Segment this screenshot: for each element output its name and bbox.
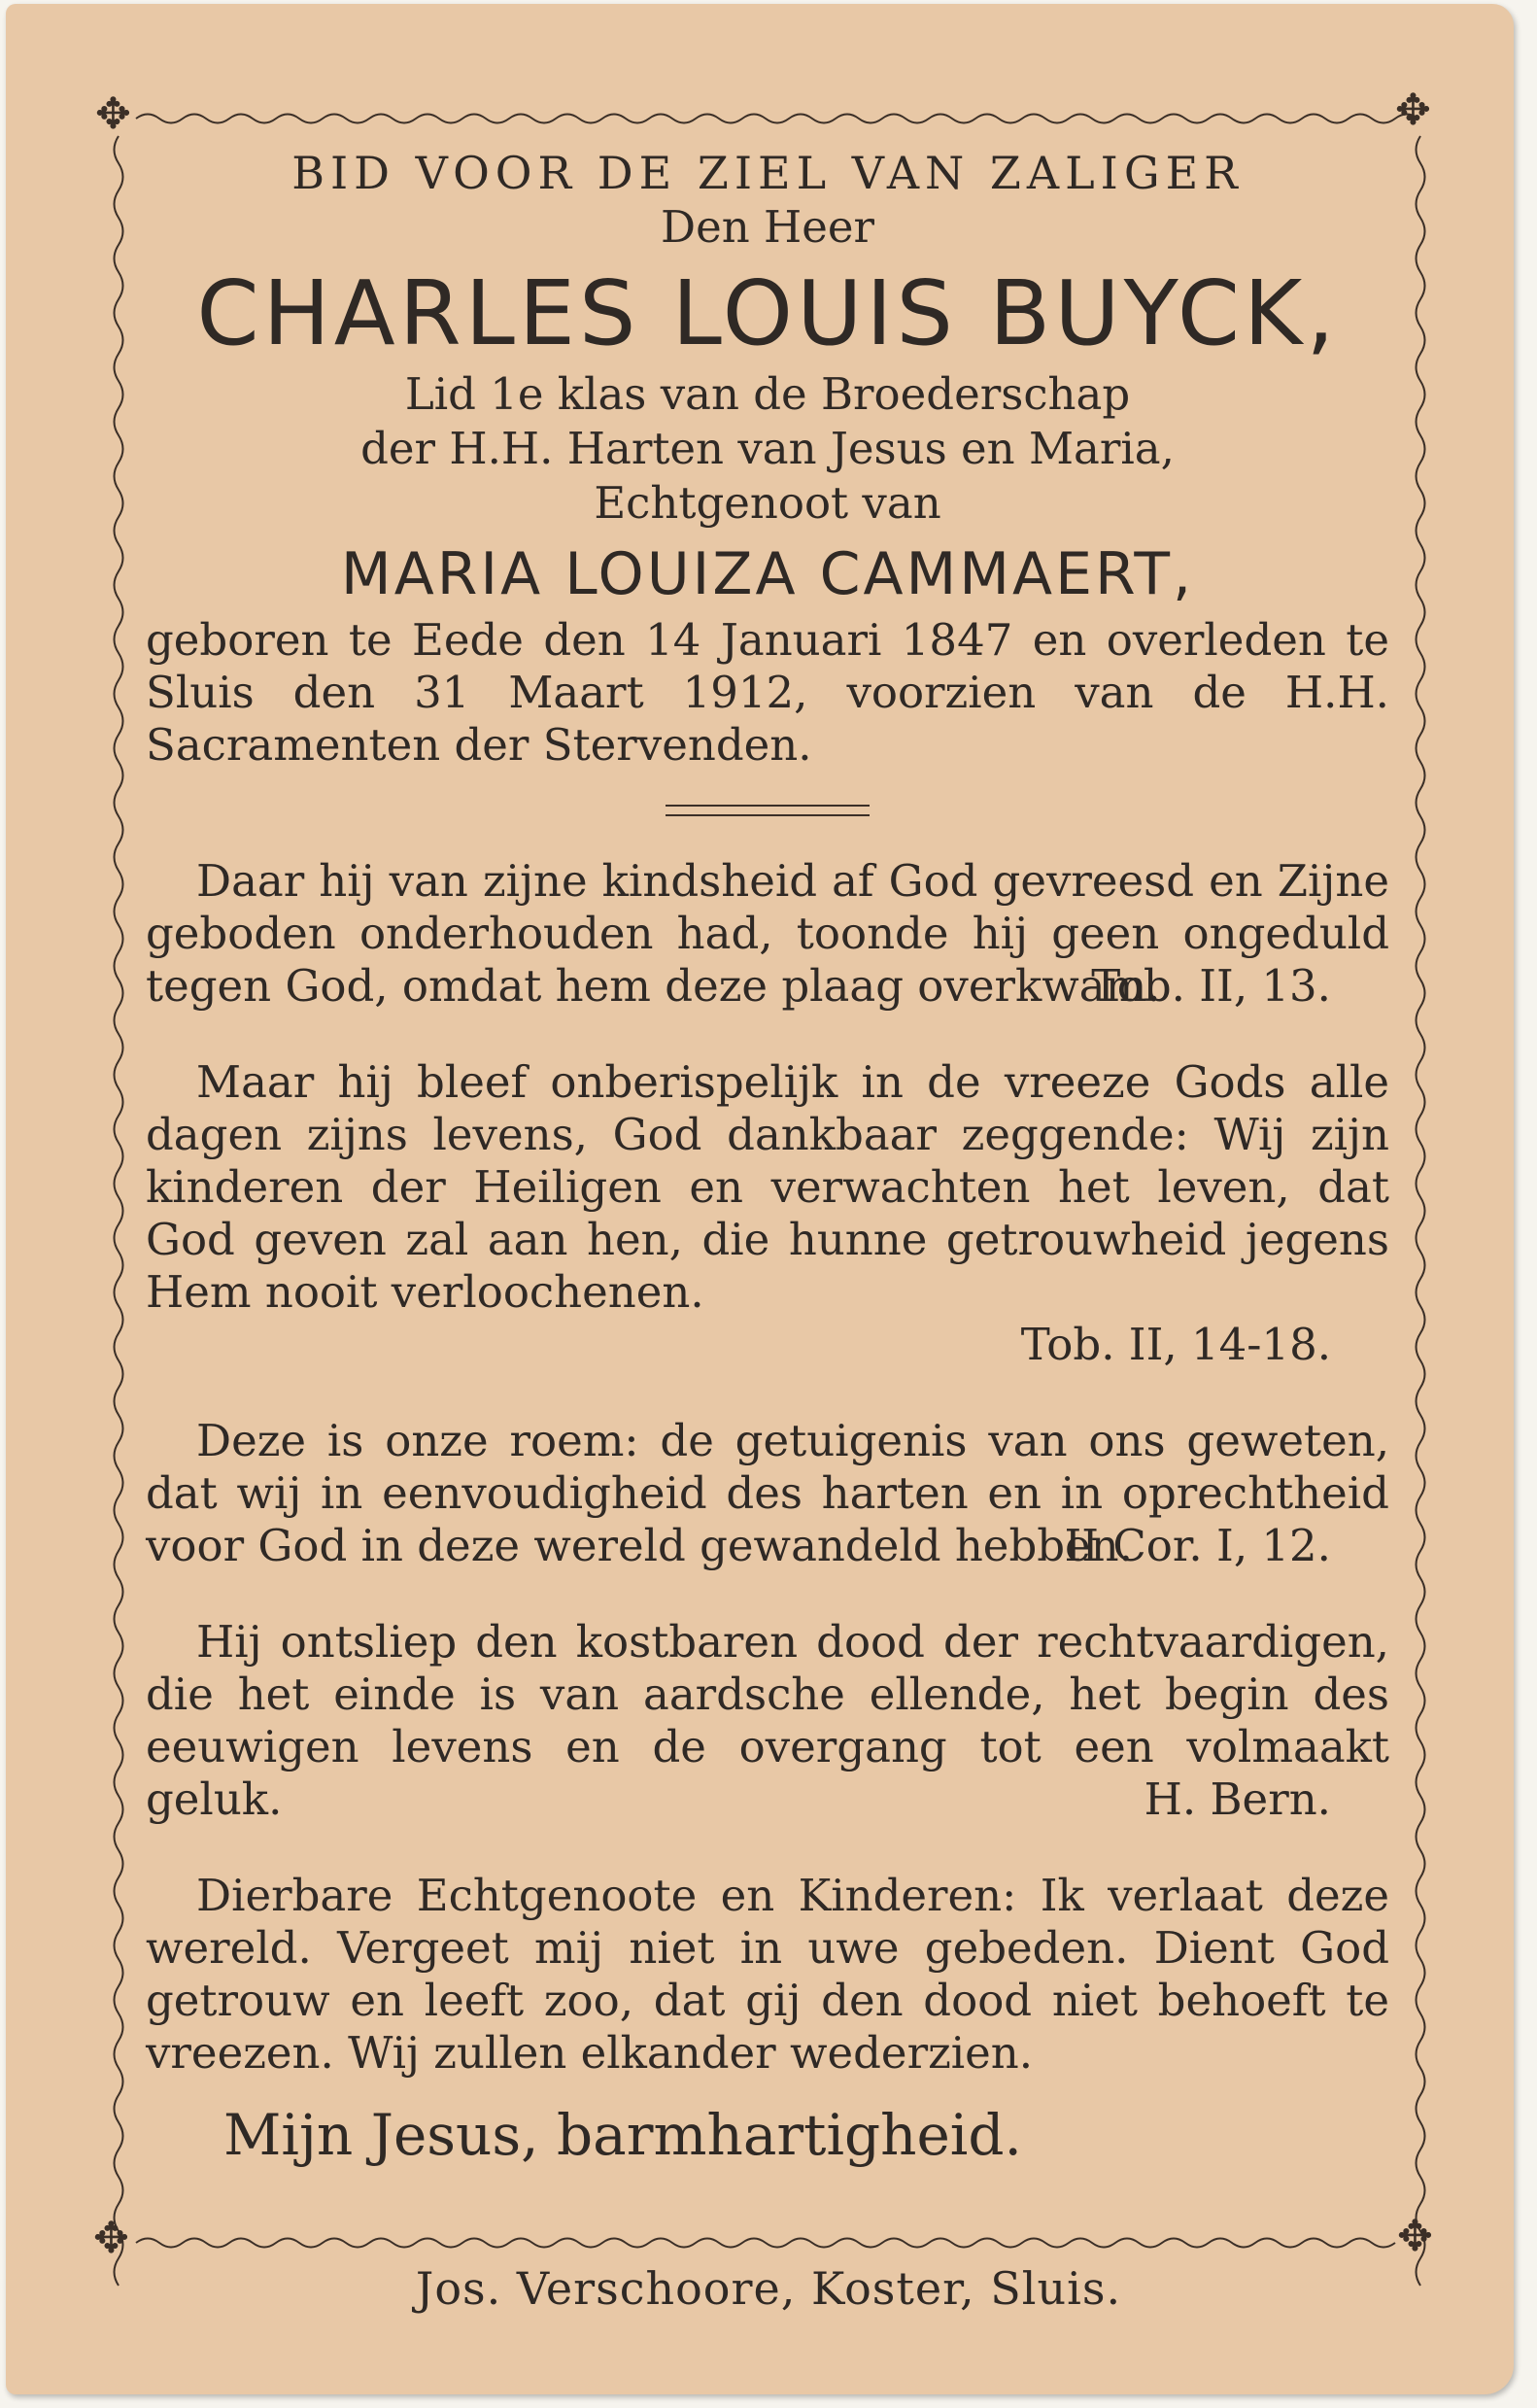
verse-reference: H. Bern. (1144, 1773, 1331, 1825)
prayer-header: BID VOOR DE ZIEL VAN ZALIGER (291, 147, 1244, 199)
deceased-name: CHARLES LOUIS BUYCK, (196, 261, 1339, 365)
printer-credit: Jos. Verschoore, Koster, Sluis. (415, 2262, 1122, 2315)
verse-reference: Tob. II, 13. (1091, 960, 1331, 1012)
verse-reference: II Cor. I, 12. (1064, 1520, 1331, 1571)
verse-text: Deze is onze roem: de getuigenis van ons geweten, dat wij in eenvoudigheid des harten en in oprechtheid voor God in deze wereld gewandeld hebben. (146, 1415, 1389, 1571)
farewell-text: Dierbare Echtgenoote en Kinderen: Ik verlaat deze wereld. Vergeet mij niet in uwe gebeden. Dient God getrouw en leeft zoo, dat gij den dood niet behoeft te vreezen. Wij zullen elkander wederzien. (146, 1870, 1389, 2079)
spouse-name: MARIA LOUIZA CAMMAERT, (340, 540, 1195, 608)
corner-ornament-icon: ✥ (93, 2214, 129, 2263)
spouse-intro: Echtgenoot van (594, 477, 941, 529)
membership-line-1: Lid 1e klas van de Broederschap (404, 368, 1131, 420)
honorific: Den Heer (660, 201, 874, 253)
membership-line-2: der H.H. Harten van Jesus en Maria, (360, 423, 1175, 474)
divider (666, 805, 870, 816)
verse-text: Daar hij van zijne kindsheid af God gevreesd en Zijne geboden onderhouden had, toonde hij geen ongeduld tegen God, omdat hem deze plaag overkwam. (146, 855, 1389, 1012)
corner-ornament-icon: ✥ (1397, 2212, 1433, 2261)
verse-text: Hij ontsliep den kostbaren dood der rechtvaardigen, die het einde is van aardsche ellende, het begin des eeuwigen levens en de overgang tot een volmaakt geluk. (146, 1616, 1389, 1825)
verse-reference: Tob. II, 14-18. (1020, 1319, 1331, 1370)
biography: geboren te Eede den 14 Januari 1847 en overleden te Sluis den 31 Maart 1912, voorzien van de H.H. Sacramenten der Stervenden. (146, 614, 1389, 771)
corner-ornament-icon: ✥ (95, 89, 131, 139)
corner-ornament-icon: ✥ (1395, 86, 1431, 135)
verse-text: Maar hij bleef onberispelijk in de vreeze Gods alle dagen zijns levens, God dankbaar zeggende: Wij zijn kinderen der Heiligen en verwachten het leven, dat God geven zal aan hen, die hunne getrouwheid jegens Hem nooit verloochenen. (146, 1056, 1389, 1318)
card-text (146, 146, 1389, 2225)
closing-prayer: Mijn Jesus, barmhartigheid. (223, 2102, 1022, 2168)
